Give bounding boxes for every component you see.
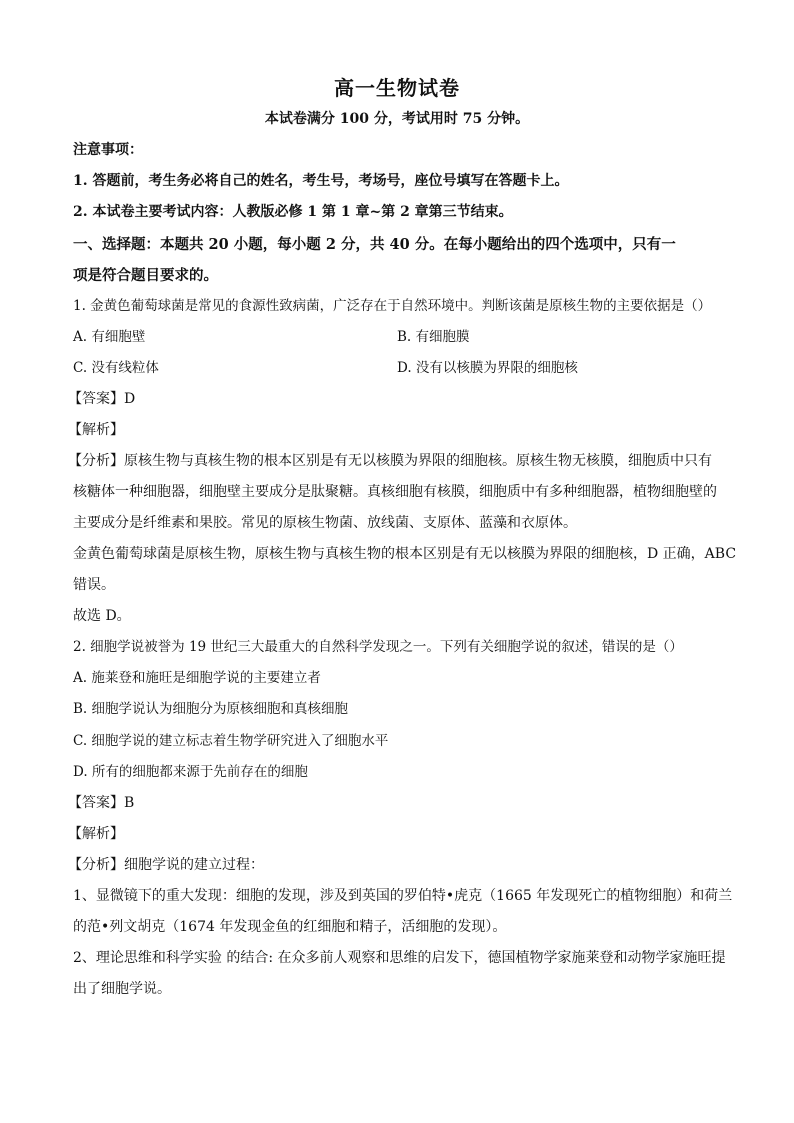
question-1-analysis-line: 主要成分是纤维素和果胶。常见的原核生物菌、放线菌、支原体、蓝藻和衣原体。 bbox=[73, 515, 577, 531]
question-1-analysis-line: 【分析】原核生物与真核生物的根本区别是有无以核膜为界限的细胞核。原核生物无核膜，细胞质中只有 bbox=[68, 453, 712, 469]
question-2-analysis-line: 2、理论思维和科学实验 的结合: 在众多前人观察和思维的启发下，德国植物学家施莱登和动物学家施旺提 bbox=[73, 950, 726, 966]
question-1-option-a: A. 有细胞壁 bbox=[73, 329, 146, 345]
question-1-analysis-line: 故选 D。 bbox=[73, 608, 131, 624]
question-2-analysis-line: 1、显微镜下的重大发现：细胞的发现，涉及到英国的罗伯特•虎克（1665 年发现死亡的植物细胞）和荷兰 bbox=[73, 888, 733, 904]
page-title: 高一生物试卷 bbox=[334, 76, 460, 100]
note-item-1: 1. 答题前，考生务必将自己的姓名，考生号，考场号，座位号填写在答题卡上。 bbox=[73, 173, 569, 189]
question-2-analysis-line: 的范•列文胡克（1674 年发现金鱼的红细胞和精子，活细胞的发现）。 bbox=[73, 919, 507, 935]
question-2-analysis-line: 【分析】细胞学说的建立过程： bbox=[68, 857, 264, 873]
note-item-2: 2. 本试卷主要考试内容：人教版必修 1 第 1 章~第 2 章第三节结束。 bbox=[73, 204, 513, 220]
question-1-analysis-line: 金黄色葡萄球菌是原核生物，原核生物与真核生物的根本区别是有无以核膜为界限的细胞核，D 正确，ABC bbox=[73, 546, 737, 562]
question-1-option-d: D. 没有以核膜为界限的细胞核 bbox=[397, 360, 578, 376]
section-heading-line1: 一、选择题：本题共 20 小题，每小题 2 分，共 40 分。在每小题给出的四个选项中，只有一 bbox=[73, 236, 676, 253]
question-1-analysis-line: 错误。 bbox=[73, 577, 115, 593]
question-1-answer: 【答案】D bbox=[68, 391, 136, 407]
notes-heading: 注意事项： bbox=[73, 142, 143, 158]
question-2-answer: 【答案】B bbox=[68, 795, 135, 811]
exam-info: 本试卷满分 100 分，考试用时 75 分钟。 bbox=[264, 111, 530, 127]
section-heading-line2: 项是符合题目要求的。 bbox=[73, 267, 218, 284]
question-2-option-c: C. 细胞学说的建立标志着生物学研究进入了细胞水平 bbox=[73, 733, 389, 749]
question-1-option-c: C. 没有线粒体 bbox=[73, 360, 159, 376]
question-1-analysis-line: 核糖体一种细胞器，细胞壁主要成分是肽聚糖。真核细胞有核膜，细胞质中有多种细胞器，植物细胞壁的 bbox=[73, 484, 717, 500]
question-2-option-d: D. 所有的细胞都来源于先前存在的细胞 bbox=[73, 764, 308, 780]
question-2-stem: 2. 细胞学说被誉为 19 世纪三大最重大的自然科学发现之一。下列有关细胞学说的叙述，错误的是（） bbox=[73, 639, 683, 655]
question-1-stem: 1. 金黄色葡萄球菌是常见的食源性致病菌，广泛存在于自然环境中。判断该菌是原核生物的主要依据是（） bbox=[73, 298, 712, 314]
question-2-analysis-line: 出了细胞学说。 bbox=[73, 981, 171, 997]
question-2-analysis-label: 【解析】 bbox=[68, 826, 124, 842]
question-1-analysis-label: 【解析】 bbox=[68, 422, 124, 438]
question-1-option-b: B. 有细胞膜 bbox=[397, 329, 470, 345]
question-2-option-a: A. 施莱登和施旺是细胞学说的主要建立者 bbox=[73, 670, 321, 686]
question-2-option-b: B. 细胞学说认为细胞分为原核细胞和真核细胞 bbox=[73, 701, 349, 717]
